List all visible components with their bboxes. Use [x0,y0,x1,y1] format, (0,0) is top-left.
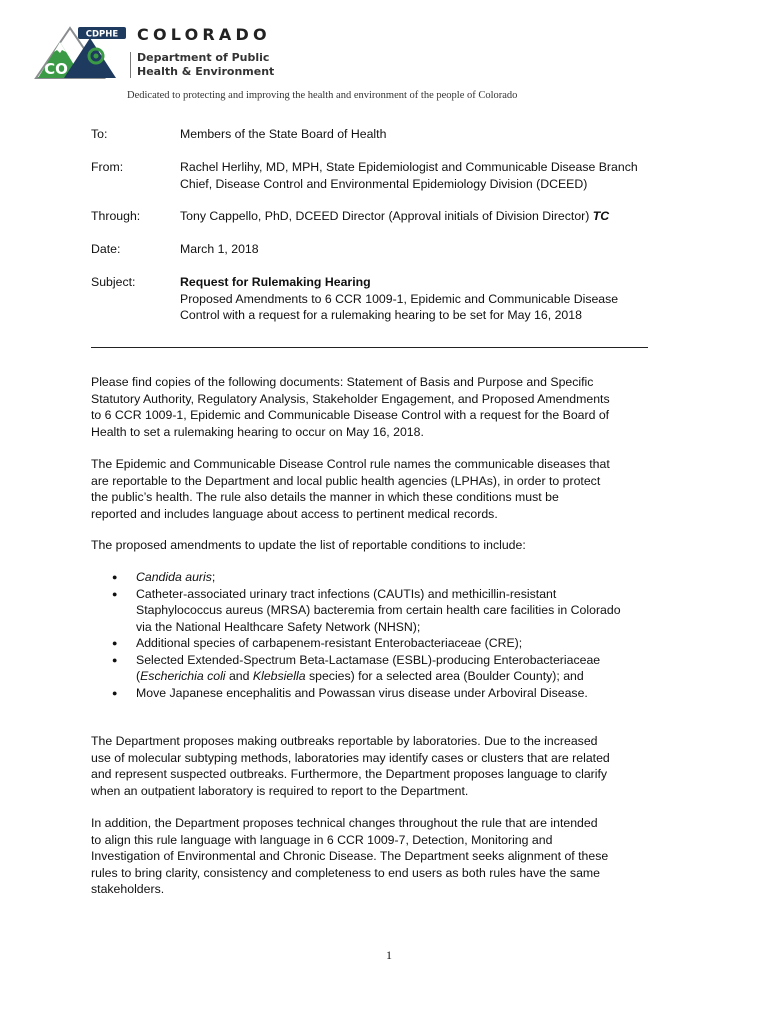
department-line-2: Health & Environment [137,64,275,78]
through-label: Through: [91,209,141,223]
list-item-line: Staphylococcus aureus (MRSA) bacteremia from certain health care facilities in Colorado [136,603,621,617]
list-item-line: Catheter-associated urinary tract infections (CAUTIs) and methicillin-resistant [136,586,557,601]
department-line-1: Department of Public [137,51,270,64]
list-item-line: Selected Extended-Spectrum Beta-Lactamase (ESBL)-producing Enterobacteriaceae [136,652,601,667]
list-item-line: Additional species of carbapenem-resistant Enterobacteriaceae (CRE); [136,636,523,650]
list-item [91,635,691,652]
paren-open: ( [136,669,141,683]
paragraph-line: are reportable to the Department and local public health agencies (LPHAs), in order to protect [91,473,601,488]
paragraph-rule-description [91,456,686,522]
paragraph-line: to align this rule language with language in 6 CCR 1009-7, Detection, Monitoring and [91,832,553,847]
date-value: March 1, 2018 [180,242,259,256]
from-value [180,159,680,192]
logo-badge-text: CDPHE [85,29,119,40]
paragraph-line: Statutory Authority, Regulatory Analysis, Stakeholder Engagement, and Proposed Amendments [91,391,610,406]
bullet-icon: ● [112,687,118,698]
list-item [91,652,691,685]
paragraph-line: Investigation of Environmental and Chronic Disease. The Department seeks alignment of these [91,849,609,863]
subject-label: Subject: [91,275,136,289]
approval-initials: TC [592,209,610,223]
paragraph-amendments-intro [91,537,686,554]
list-item [91,586,691,636]
through-text: Tony Cappello, PhD, DCEED Director (Approval initials of Division Director) [180,209,590,223]
paragraph-line: stakeholders. [91,882,165,896]
list-item-tail: ; [211,570,216,584]
list-item-tail: species) for a selected area (Boulder County); and [305,669,584,683]
letterhead-divider [130,52,131,78]
paragraph-documents [91,374,686,440]
to-value: Members of the State Board of Health [180,127,387,141]
paragraph-line: Health to set a rulemaking hearing to occur on May 16, 2018. [91,424,424,439]
from-line-1: Rachel Herlihy, MD, MPH, State Epidemiologist and Communicable Disease Branch [180,160,638,174]
logo-state-text: CO [44,60,68,78]
paragraph-line: when an outpatient laboratory is required to report to the Department. [91,783,469,798]
through-value [180,208,680,225]
paragraph-outbreaks [91,733,686,799]
paragraph-technical-changes [91,815,686,898]
paragraph-line: the public’s health. The rule also details the manner in which these conditions must be [91,490,559,504]
bullet-icon: ● [112,572,118,582]
list-item [91,685,691,702]
conjunction: and [225,669,253,683]
bullet-icon: ● [112,588,118,599]
subject-value [180,274,680,324]
date-label: Date: [91,242,121,256]
subject-line-2: Proposed Amendments to 6 CCR 1009-1, Epidemic and Communicable Disease [180,291,619,306]
paragraph-line: Please find copies of the following documents: Statement of Basis and Purpose and Specific [91,375,594,389]
page-number: 1 [386,948,392,962]
subject-title: Request for Rulemaking Hearing [180,275,371,289]
cdphe-logo [34,26,128,80]
list-item-line: via the National Healthcare Safety Network (NHSN); [136,619,421,634]
organism-name: Escherichia coli [140,669,226,683]
list-item [91,569,691,586]
paragraph-line: and represent suspected outbreaks. Furthermore, the Department proposes language to clarify [91,767,608,781]
department-name [137,51,337,78]
org-name: COLORADO [137,25,271,44]
list-item-line: Move Japanese encephalitis and Powassan virus disease under Arboviral Disease. [136,685,588,700]
from-label: From: [91,160,124,174]
paragraph-line: use of molecular subtyping methods, laboratories may identify cases or clusters that are related [91,750,610,765]
tagline: Dedicated to protecting and improving the health and environment of the people of Colorado [127,90,518,101]
paragraph-line: to 6 CCR 1009-1, Epidemic and Communicable Disease Control with a request for the Board of [91,408,610,422]
bullet-icon: ● [112,638,118,648]
paragraph-line: The Epidemic and Communicable Disease Control rule names the communicable diseases that [91,457,610,471]
organism-name: Candida auris [136,570,212,584]
paragraph-line: In addition, the Department proposes technical changes throughout the rule that are intended [91,816,598,830]
subject-line-3: Control with a request for a rulemaking hearing to be set for May 16, 2018 [180,308,582,322]
bullet-icon: ● [112,654,118,665]
from-line-2: Chief, Disease Control and Environmental Epidemiology Division (DCEED) [180,176,588,191]
paragraph-line: reported and includes language about access to pertinent medical records. [91,506,498,521]
paragraph-line: The Department proposes making outbreaks reportable by laboratories. Due to the increased [91,734,598,748]
header-divider [91,347,648,348]
paragraph-line: rules to bring clarity, consistency and completeness to end users as both rules have the same [91,865,600,880]
reportable-conditions-list [91,569,691,701]
paragraph-line: The proposed amendments to update the list of reportable conditions to include: [91,538,526,552]
to-label: To: [91,127,108,141]
organism-name: Klebsiella [252,669,306,683]
